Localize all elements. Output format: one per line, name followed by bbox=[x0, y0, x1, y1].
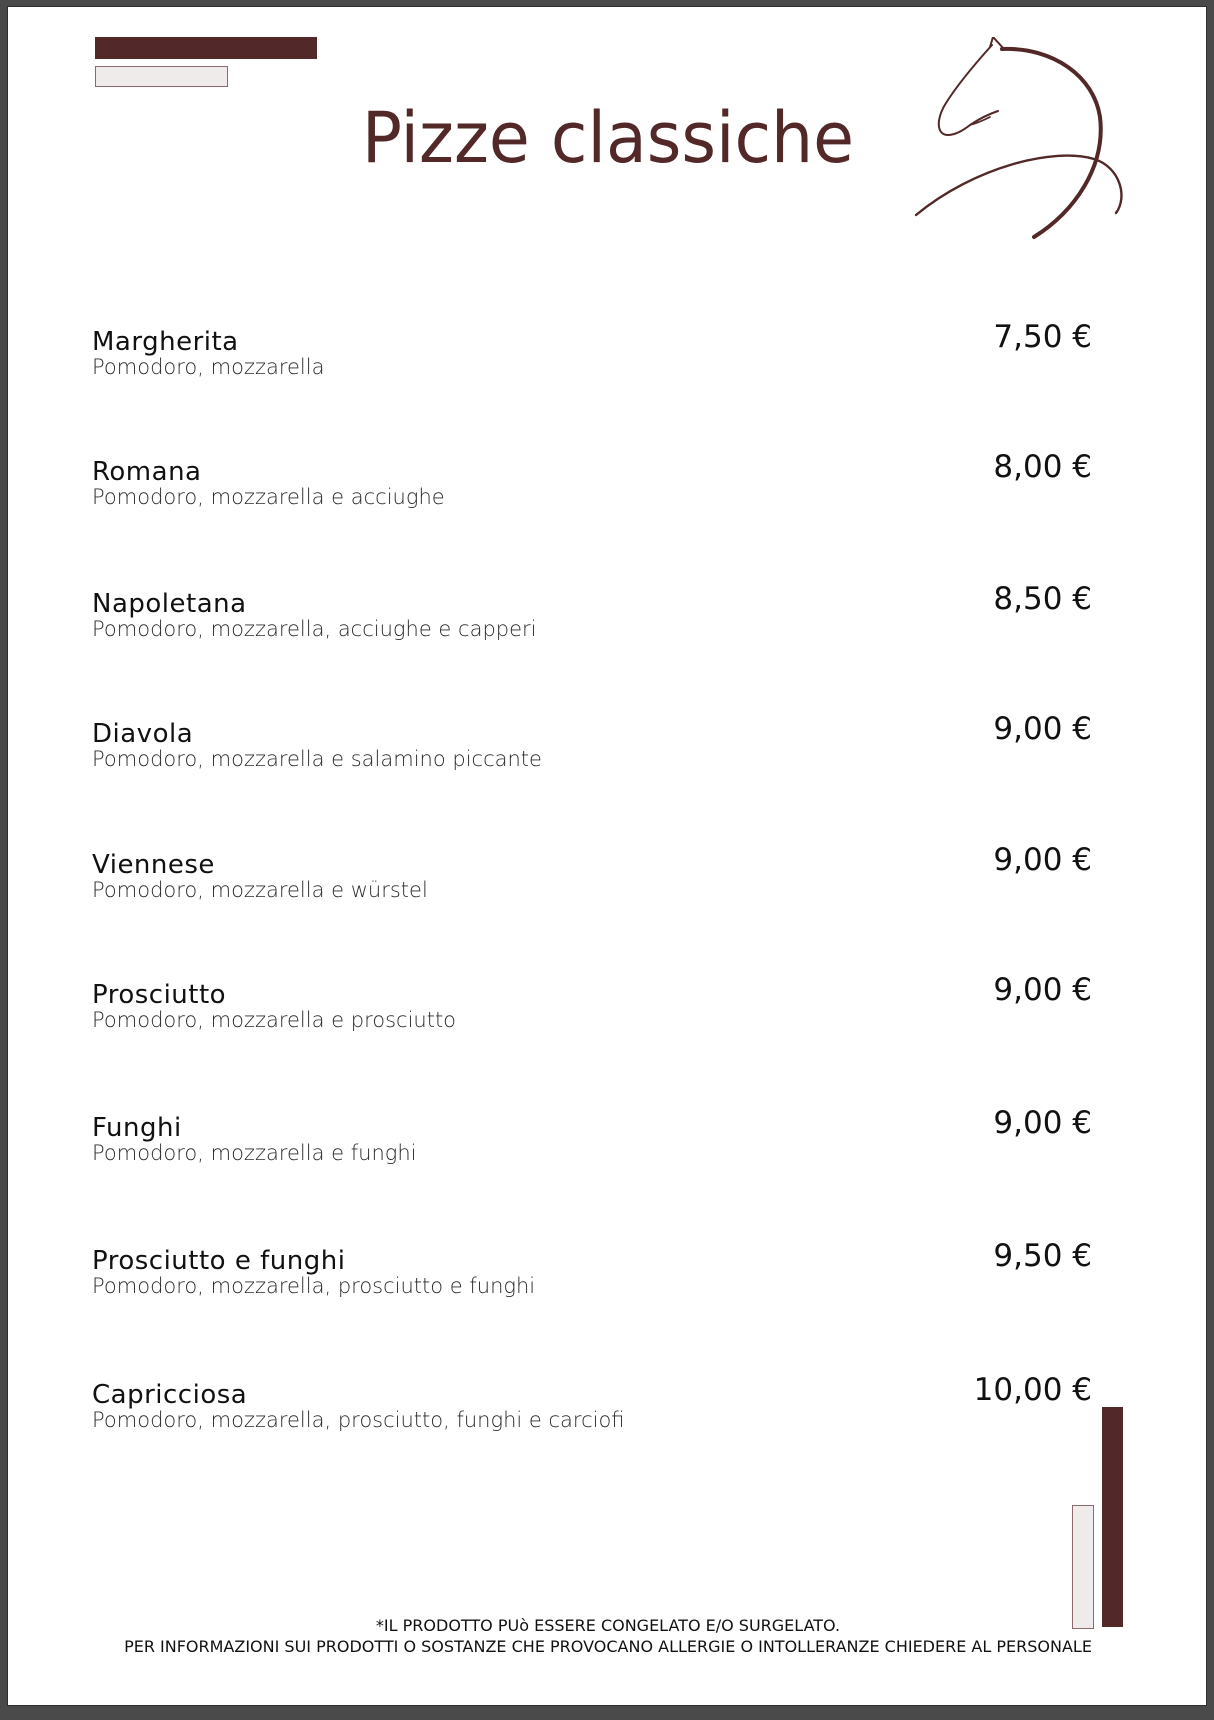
menu-item bbox=[92, 1372, 1092, 1442]
item-description: Pomodoro, mozzarella e funghi bbox=[92, 1141, 417, 1165]
item-description: Pomodoro, mozzarella e prosciutto bbox=[92, 1008, 457, 1032]
item-description: Pomodoro, mozzarella e acciughe bbox=[92, 485, 445, 509]
item-price: 8,00 € bbox=[993, 449, 1092, 485]
item-description: Pomodoro, mozzarella, prosciutto e funghi bbox=[92, 1274, 536, 1298]
menu-item bbox=[92, 449, 1092, 519]
decorative-bar-top-dark bbox=[95, 37, 317, 59]
item-description: Pomodoro, mozzarella, prosciutto, funghi e carciofi bbox=[92, 1408, 625, 1432]
item-name: Napoletana bbox=[92, 589, 247, 619]
menu-item bbox=[92, 1238, 1092, 1308]
menu-item bbox=[92, 581, 1092, 651]
item-name: Diavola bbox=[92, 719, 194, 749]
menu-item bbox=[92, 972, 1092, 1042]
menu-page bbox=[7, 6, 1207, 1706]
menu-item bbox=[92, 842, 1092, 912]
item-price: 8,50 € bbox=[993, 581, 1092, 617]
item-name: Viennese bbox=[92, 850, 215, 880]
menu-item bbox=[92, 711, 1092, 781]
item-name: Prosciutto e funghi bbox=[92, 1246, 346, 1276]
item-name: Funghi bbox=[92, 1113, 182, 1143]
decorative-bar-right-light bbox=[1072, 1505, 1094, 1629]
horse-head-icon bbox=[894, 37, 1134, 262]
item-price: 9,00 € bbox=[993, 1105, 1092, 1141]
item-price: 7,50 € bbox=[993, 319, 1092, 355]
item-name: Capricciosa bbox=[92, 1380, 248, 1410]
item-name: Margherita bbox=[92, 327, 239, 357]
footer-note-frozen: *IL PRODOTTO PUò ESSERE CONGELATO E/O SURGELATO. bbox=[375, 1616, 841, 1635]
item-description: Pomodoro, mozzarella e salamino piccante bbox=[92, 747, 542, 771]
item-name: Romana bbox=[92, 457, 202, 487]
item-name: Prosciutto bbox=[92, 980, 227, 1010]
item-price: 9,00 € bbox=[993, 972, 1092, 1008]
item-description: Pomodoro, mozzarella e würstel bbox=[92, 878, 428, 902]
footer-note-allergens: PER INFORMAZIONI SUI PRODOTTI O SOSTANZE CHE PROVOCANO ALLERGIE O INTOLLERANZE CHIEDERE AL PERSONALE bbox=[124, 1637, 1092, 1656]
item-description: Pomodoro, mozzarella, acciughe e capperi bbox=[92, 617, 537, 641]
item-price: 9,00 € bbox=[993, 711, 1092, 747]
item-description: Pomodoro, mozzarella bbox=[92, 355, 325, 379]
menu-item bbox=[92, 1105, 1092, 1175]
decorative-bar-right-dark bbox=[1102, 1407, 1123, 1627]
menu-item bbox=[92, 319, 1092, 389]
decorative-bar-top-light bbox=[95, 66, 228, 87]
item-price: 10,00 € bbox=[973, 1372, 1092, 1408]
item-price: 9,00 € bbox=[993, 842, 1092, 878]
page-title: Pizze classiche bbox=[361, 97, 855, 179]
item-price: 9,50 € bbox=[993, 1238, 1092, 1274]
